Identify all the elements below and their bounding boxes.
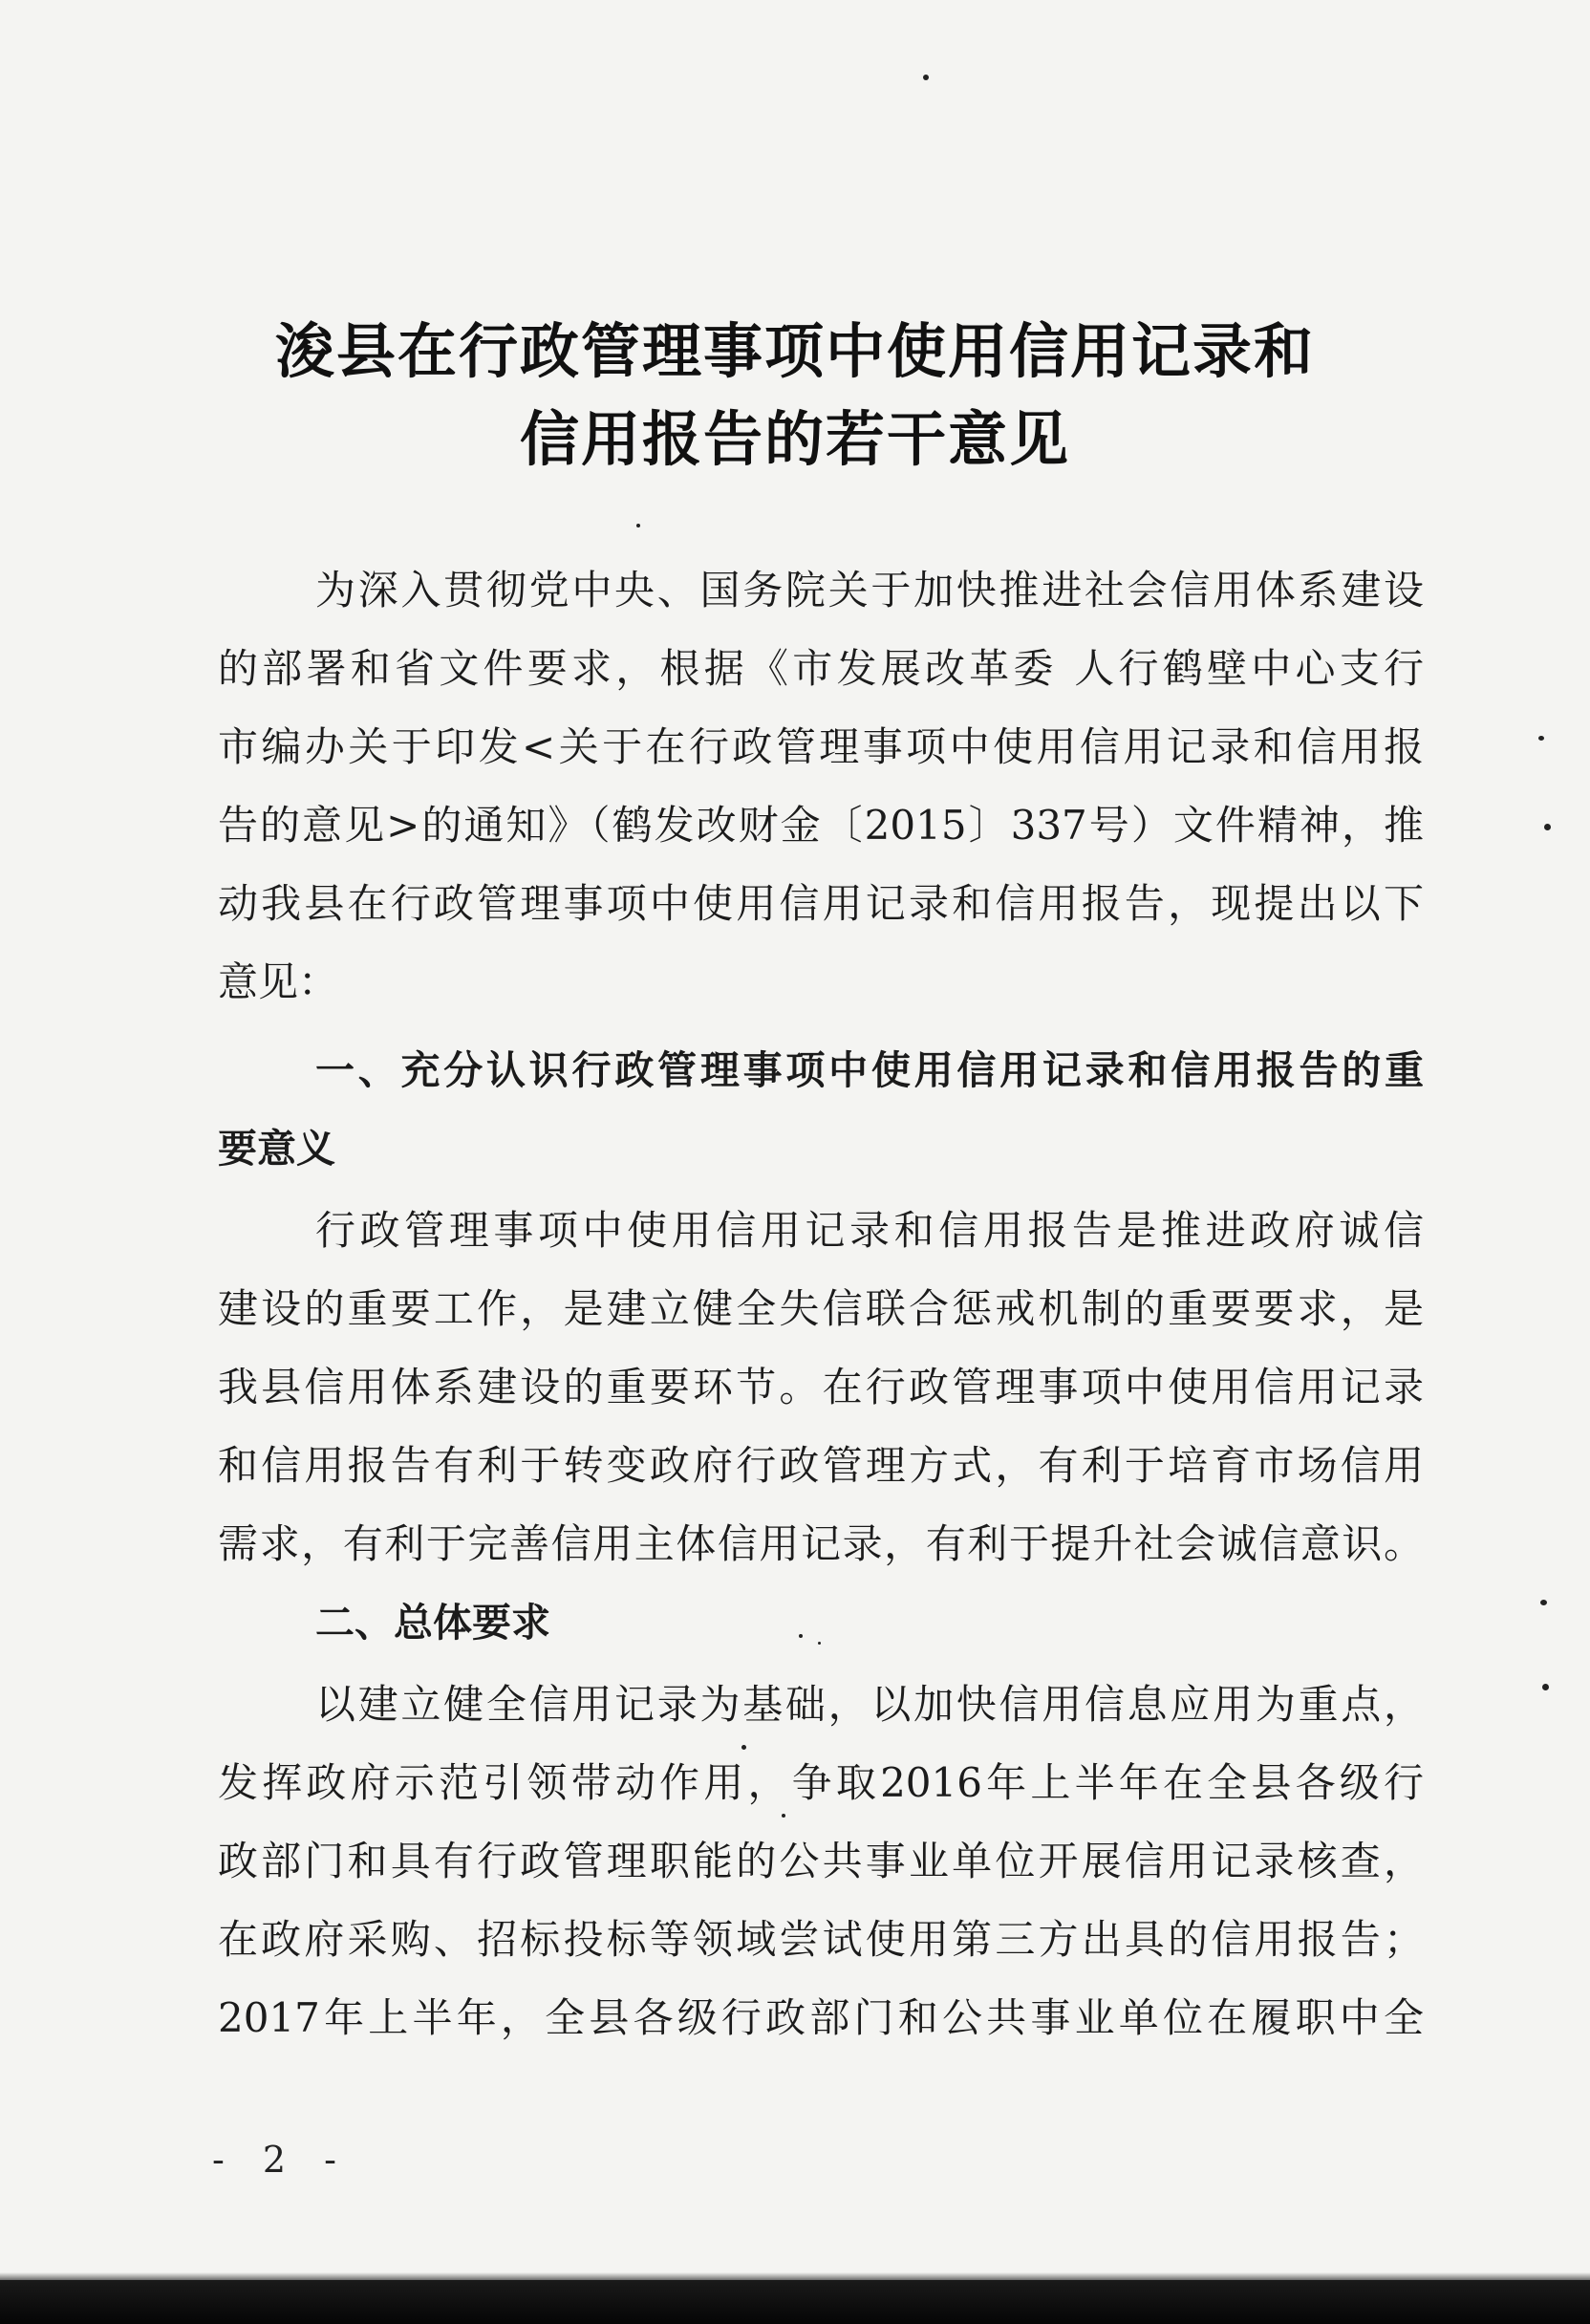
scan-bottom-edge bbox=[0, 2280, 1590, 2324]
scan-speck bbox=[782, 1814, 785, 1818]
intro-line: 的部署和省文件要求，根据《市发展改革委 人行鹤壁中心支行 bbox=[218, 645, 1424, 692]
section-1-line: 我县信用体系建设的重要环节。在行政管理事项中使用信用记录 bbox=[218, 1364, 1424, 1410]
scan-speck bbox=[1542, 1684, 1549, 1690]
section-2-line: 政部门和具有行政管理职能的公共事业单位开展信用记录核查， bbox=[218, 1838, 1424, 1884]
section-1-line: 建设的重要工作，是建立健全失信联合惩戒机制的重要要求，是 bbox=[218, 1285, 1424, 1332]
scan-speck bbox=[818, 1642, 821, 1645]
scan-speck bbox=[741, 1745, 746, 1750]
section-2-line: 发挥政府示范引领带动作用，争取2016年上半年在全县各级行 bbox=[218, 1759, 1424, 1806]
section-2-line: 2017年上半年，全县各级行政部门和公共事业单位在履职中全 bbox=[218, 1994, 1424, 2041]
intro-line: 市编办关于印发<关于在行政管理事项中使用信用记录和信用报 bbox=[218, 723, 1424, 770]
scan-speck bbox=[923, 75, 929, 80]
document-title-line-1: 浚县在行政管理事项中使用信用记录和 bbox=[274, 316, 1315, 386]
intro-line: 意见： bbox=[218, 958, 339, 1005]
scan-speck bbox=[1544, 824, 1551, 830]
section-1-line: 行政管理事项中使用信用记录和信用报告是推进政府诚信 bbox=[315, 1207, 1424, 1254]
intro-line: 告的意见>的通知》（鹤发改财金〔2015〕337号）文件精神，推 bbox=[218, 802, 1424, 849]
document-title-line-2: 信用报告的若干意见 bbox=[519, 404, 1070, 474]
scan-speck bbox=[1538, 736, 1544, 741]
section-2-heading: 二、总体要求 bbox=[315, 1600, 550, 1646]
scan-speck bbox=[1540, 1600, 1547, 1605]
intro-line: 为深入贯彻党中央、国务院关于加快推进社会信用体系建设 bbox=[315, 567, 1424, 613]
section-1-heading: 一、充分认识行政管理事项中使用信用记录和信用报告的重 bbox=[315, 1047, 1424, 1093]
intro-line: 动我县在行政管理事项中使用信用记录和信用报告，现提出以下 bbox=[218, 880, 1424, 927]
section-1-heading-cont: 要意义 bbox=[218, 1126, 335, 1172]
section-1-line: 需求，有利于完善信用主体信用记录，有利于提升社会诚信意识。 bbox=[218, 1520, 1424, 1567]
scan-speck bbox=[799, 1634, 803, 1638]
section-2-line: 以建立健全信用记录为基础，以加快信用信息应用为重点， bbox=[315, 1681, 1424, 1728]
scan-edge-shadow bbox=[0, 2272, 1590, 2280]
section-1-line: 和信用报告有利于转变政府行政管理方式，有利于培育市场信用 bbox=[218, 1442, 1424, 1489]
scan-speck bbox=[636, 524, 640, 527]
page-number: - 2 - bbox=[212, 2139, 351, 2181]
section-2-line: 在政府采购、招标投标等领域尝试使用第三方出具的信用报告； bbox=[218, 1916, 1424, 1963]
